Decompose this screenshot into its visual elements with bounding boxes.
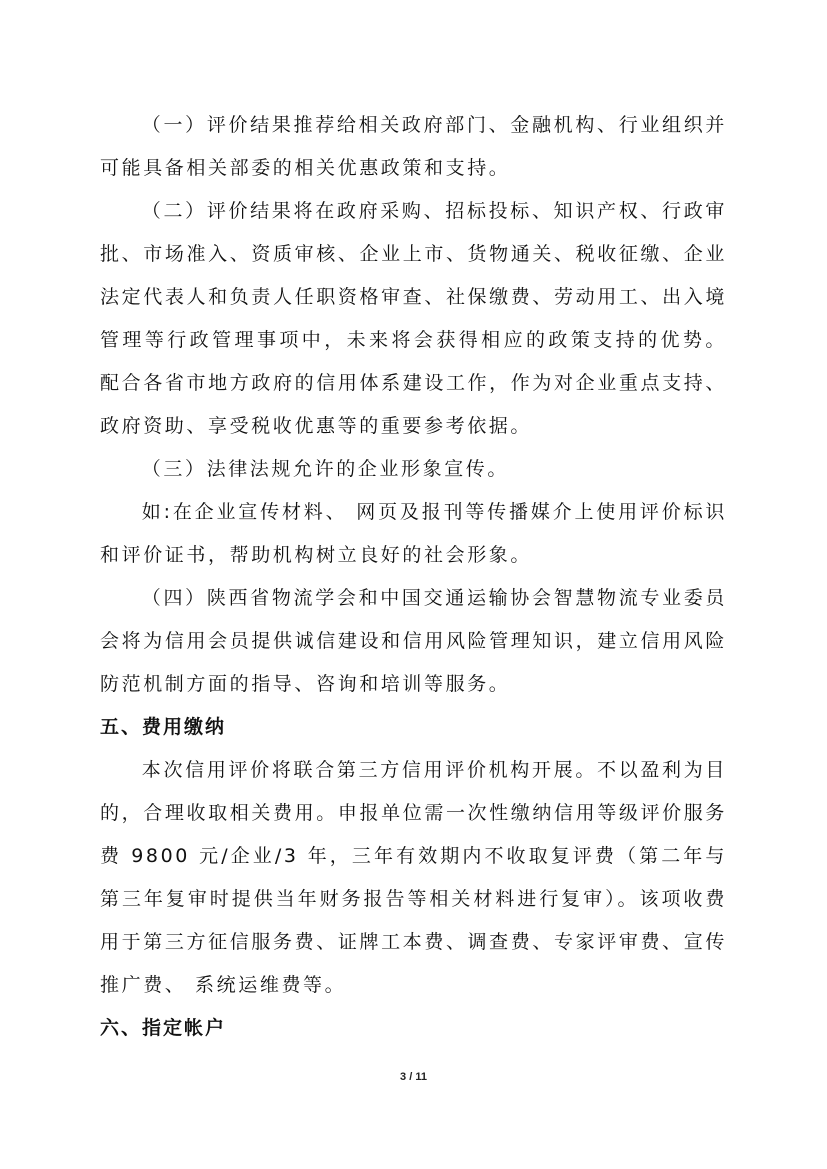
paragraph-image-promotion: （三）法律法规允许的企业形象宣传。 (141, 458, 509, 480)
section-heading-account: 六、指定帐户 (100, 1017, 227, 1039)
paragraph-promotion-example: 如:在企业宣传材料、 网页及报刊等传播媒介上使用评价标识和评价证书，帮助机构树立良好的社会形象。 (100, 501, 727, 566)
paragraph-policy-support: （二）评价结果将在政府采购、招标投标、知识产权、行政审批、市场准入、资质审核、企业上市、货物通关、税收征缴、企业法定代表人和负责人任职资格审查、社保缴费、劳动用工、出入境管理等行政管理事项中，未来将会获得相应的政策支持的优势。 配合各省市地方政府的信用体系建设工作，作为对企业重点支持、政府资助、享受税收优惠等的重要参考依据。 (100, 200, 727, 437)
page-number: 3 / 11 (400, 1071, 427, 1083)
section-heading-fees: 五、费用缴纳 (100, 716, 227, 738)
paragraph-fees: 本次信用评价将联合第三方信用评价机构开展。不以盈利为目的，合理收取相关费用。申报单位需一次性缴纳信用等级评价服务费 9800 元/企业/3 年，三年有效期内不收取复评费（第二年与第三年复审时提供当年财务报告等相关材料进行复审）。该项收费用于第三方征信服务费、证牌工本费、调查费、专家评审费、宣传推广费、 系统运维费等。 (100, 759, 727, 996)
paragraph-training-services: （四）陕西省物流学会和中国交通运输协会智慧物流专业委员会将为信用会员提供诚信建设和信用风险管理知识，建立信用风险防范机制方面的指导、咨询和培训等服务。 (100, 587, 727, 695)
document-body (100, 104, 727, 1050)
paragraph-recommendation: （一）评价结果推荐给相关政府部门、金融机构、行业组织并可能具备相关部委的相关优惠政策和支持。 (100, 114, 727, 179)
